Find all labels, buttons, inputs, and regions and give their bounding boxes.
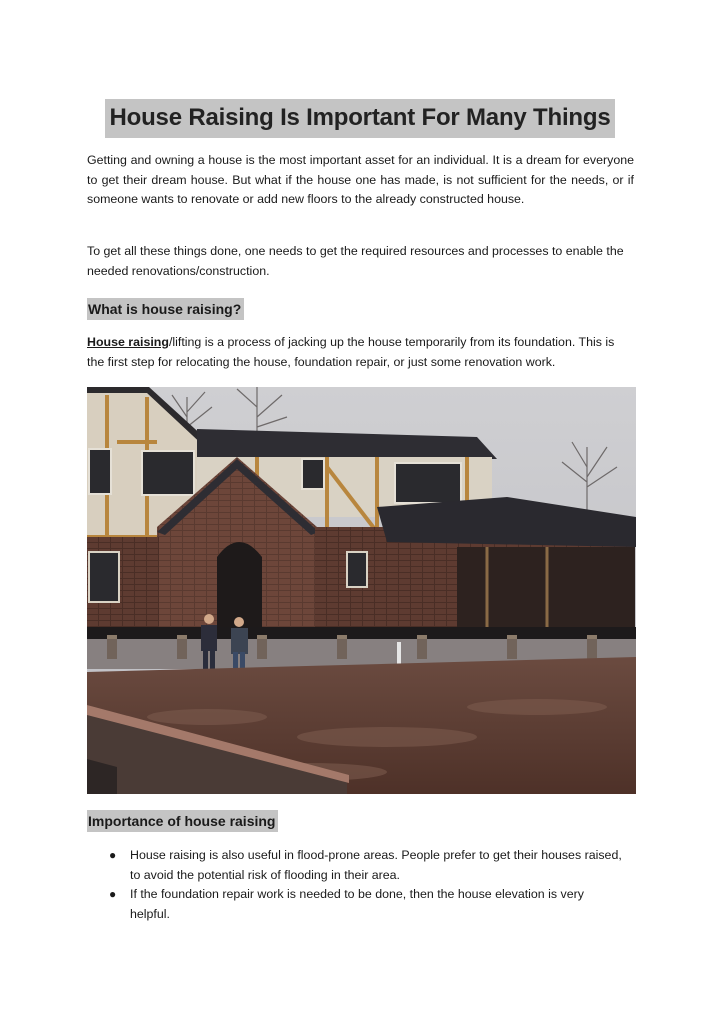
section-heading-importance: Importance of house raising	[87, 810, 278, 832]
intro-paragraph-1: Getting and owning a house is the most important asset for an individual. It is a dream for everyone to get their dream house. But what if the house one has made, is not sufficient for the needs, or if someone wants to renovate or add new floors to the already constructed house.	[87, 153, 634, 206]
house-raising-link[interactable]: House raising	[87, 335, 169, 349]
section-heading-what-is: What is house raising?	[87, 298, 244, 320]
section1-body-text: /lifting is a process of jacking up the house temporarily from its foundation. This is the first step for relocating the house, foundation repair, or just some renovation work.	[87, 335, 615, 369]
bullet-icon: ●	[109, 887, 117, 901]
title-wrapper	[0, 99, 720, 138]
section1-paragraph	[87, 333, 634, 372]
intro-paragraph-2: To get all these things done, one needs to get the required resources and processes to enable the needed renovations/construction.	[87, 244, 624, 278]
bullet-icon: ●	[109, 848, 117, 862]
house-raising-photo	[87, 387, 636, 794]
list-item	[87, 885, 634, 924]
importance-bullet-list	[87, 846, 634, 924]
bullet-text: House raising is also useful in flood-prone areas. People prefer to get their houses raised, to avoid the potential risk of flooding in their area.	[130, 848, 622, 882]
page-title: House Raising Is Important For Many Things	[105, 99, 616, 138]
bullet-text: If the foundation repair work is needed to be done, then the house elevation is very helpful.	[130, 887, 584, 921]
list-item	[87, 846, 634, 885]
